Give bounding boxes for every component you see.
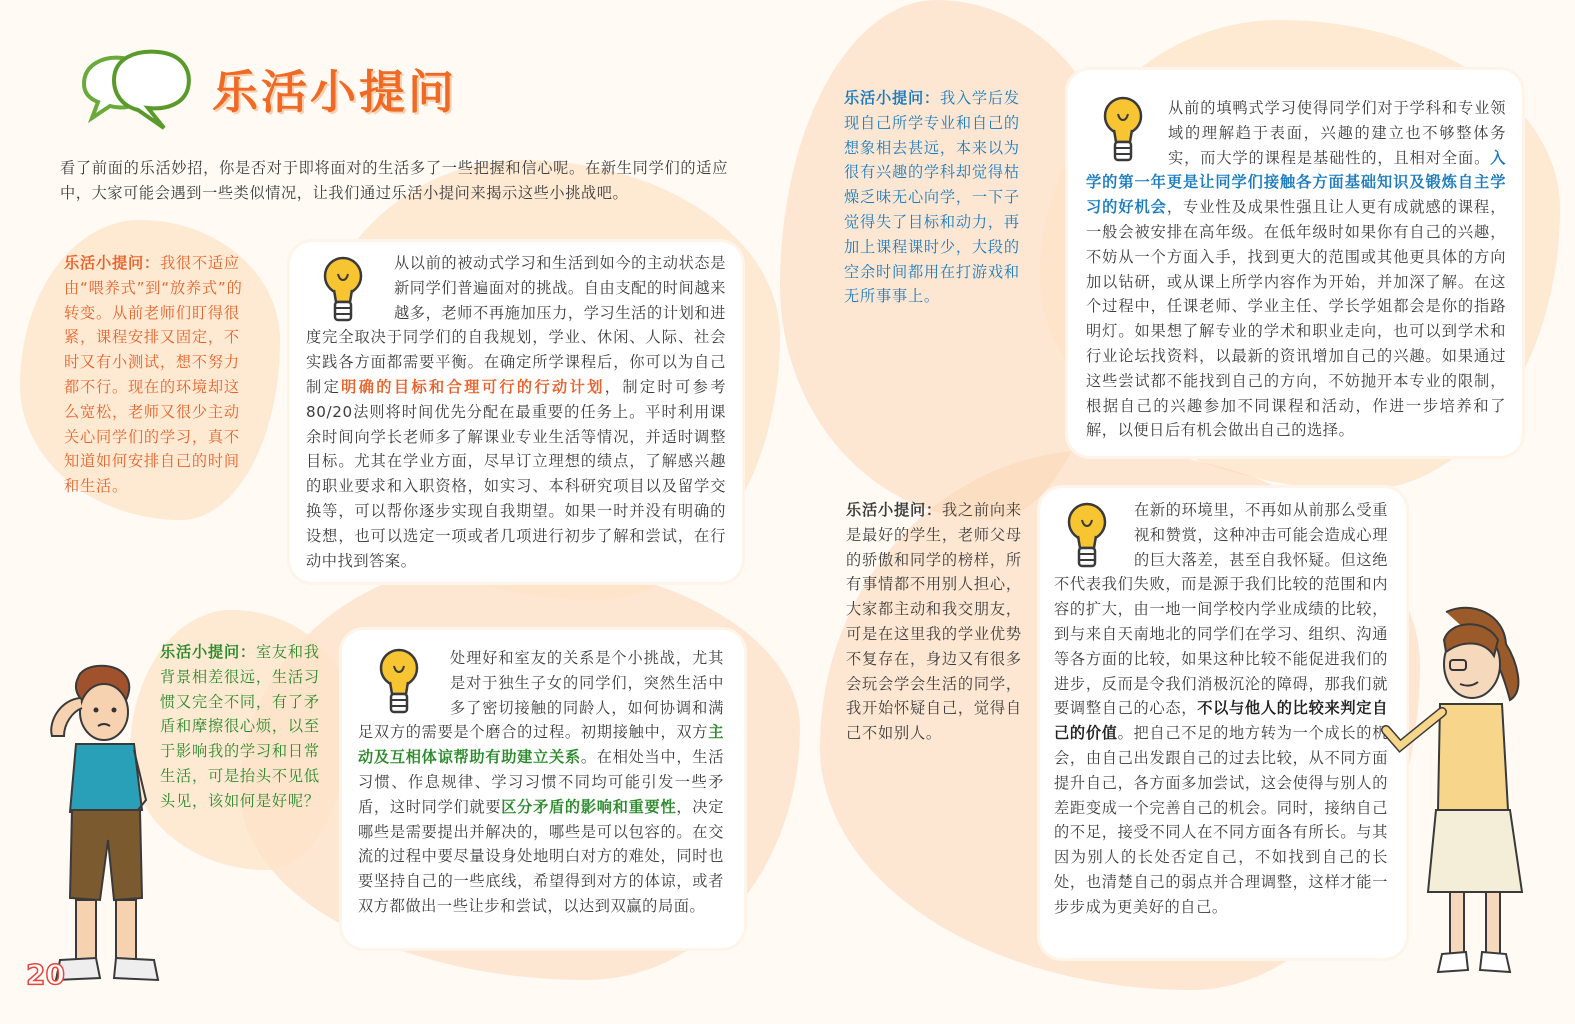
- answer-3-text: [1086, 96, 1506, 443]
- question-text: 我入学后发现自己所学专业和自己的想象相去甚远，本来以为很有兴趣的学科却觉得枯燥乏味无心向学，一下子觉得失了目标和动力，再加上课程课时少，大段的空余时间都用在打游戏和无所事事上。: [844, 89, 1020, 306]
- question-4: [846, 498, 1024, 746]
- answer-text: ，制定时可参考80/20法则将时间优先分配在最重要的任务上。平时利用课余时间向学长老师多了解课业专业生活等情况，并适时调整目标。尤其在学业方面，尽早订立理想的绩点，了解感兴趣的职业要求和入职资格，如实习、本科研究项目以及留学交换等，可以帮你逐步实现自我期望。如果一时并没有明确的设想，也可以选定一项或者几项进行初步了解和尝试，在行动中找到答案。: [306, 377, 727, 570]
- speech-bubbles-icon: [74, 44, 198, 136]
- answer-highlight: 入学的第一年更是让同学们接触各方面基础知识及锻炼自主学习的好机会: [1086, 148, 1506, 217]
- question-text: 我很不适应由“喂养式”到“放养式”的转变。从前老师们盯得很紧，课程安排又固定，不时又有小测试，想不努力都不行。现在的环境却这么宽松，老师又很少主动关心同学们的学习，真不知道如何安排自己的时间和生活。: [64, 254, 243, 496]
- question-text: 室友和我背景相差很远，生活习惯又完全不同，有了矛盾和摩擦很心烦，以至于影响我的学习和日常生活，可是抬头不见低头见，该如何是好呢？: [160, 643, 320, 810]
- question-label: 乐活小提问：: [846, 501, 942, 519]
- question-2: [160, 640, 324, 814]
- answer-1-text: [306, 251, 726, 573]
- answer-text: ，专业性及成果性强且让人更有成就感的课程，一般会被安排在高年级。在低年级时如果你有自己的兴趣，不妨从一个方面入手，找到更大的范围或其他更具体的方向加以钻研，或从课上所学内容作为开始，并加深了解。在这个过程中，任课老师、学业主任、学长学姐都会是你的指路明灯。如果想了解专业的学术和职业走向，也可以到学术和行业论坛找资料，以最新的资讯增加自己的兴趣。如果通过这些尝试都不能找到自己的方向，不妨抛开本专业的限制，根据自己的兴趣参加不同课程和活动，作进一步培养和了解，以便日后有机会做出自己的选择。: [1086, 198, 1506, 440]
- answer-text: ，决定哪些是需要提出并解决的，哪些是可以包容的。在交流的过程中要尽量设身处地明白对方的难处，同时也要坚持自己的一些底线，希望得到对方的体谅，或者双方都做出一些让步和尝试，以达到双赢的局面。: [358, 797, 724, 915]
- bulb-spacer: [1054, 498, 1134, 572]
- page-number: 20: [26, 958, 65, 991]
- question-text: 我之前向来是最好的学生，老师父母的骄傲和同学的榜样，所有事情都不用别人担心，大家都主动和我交朋友，可是在这里我的学业优势不复存在，身边又有很多会玩会学会生活的同学，我开始怀疑自己，觉得自己不如别人。: [846, 501, 1022, 743]
- answer-highlight: 主动及互相体谅帮助有助建立关系: [358, 723, 724, 767]
- page-title: 乐活小提问: [212, 65, 457, 119]
- question-label: 乐活小提问：: [844, 89, 940, 107]
- answer-text: 在新的环境里，不再如从前那么受重视和赞赏，这种冲击可能会造成心理的巨大落差，甚至自我怀疑。但这绝不代表我们失败，而是源于我们比较的范围和内容的扩大，由一地一间学校内学业成绩的比较，到与来自天南地北的同学们在学习、组织、沟通等各方面的比较，如果这种比较不能促进我们的进步，反而是令我们消极沉沦的障碍，那我们就要调整自己的心态，: [1054, 501, 1388, 718]
- question-label: 乐活小提问：: [160, 643, 256, 661]
- answer-text: 。在相处当中，生活习惯、作息规律、学习习惯不同均可能引发一些矛盾，这时同学们就要: [358, 748, 724, 816]
- answer-text: 。把自己不足的地方转为一个成长的机会，由自己出发跟自己的过去比较，从不同方面提升自己，各方面多加尝试，这会使得与别人的差距变成一个完善自己的机会。同时，接纳自己的不足，接受不同人在不同方面各有所长。与其因为别人的长处否定自己，不如找到自己的长处，也清楚自己的弱点并合理调整，这样才能一步步成为更美好的自己。: [1054, 724, 1388, 916]
- question-1: [64, 251, 246, 499]
- answer-text: 从前的填鸭式学习使得同学们对于学科和专业领域的理解趋于表面，兴趣的建立也不够整体务实，而大学的课程是基础性的，且相对全面。: [1168, 99, 1506, 167]
- boy-illustration: [30, 660, 170, 1000]
- question-3: [844, 86, 1034, 309]
- answer-text: 处理好和室友的关系是个小挑战，尤其是对于独生子女的同学们，突然生活中多了密切接触的同龄人，如何协调和满足双方的需要是个磨合的过程。初期接触中，双方: [358, 649, 724, 742]
- bulb-spacer: [358, 646, 450, 720]
- answer-text: 从以前的被动式学习和生活到如今的主动状态是新同学们普遍面对的挑战。自由支配的时间越来越多，老师不再施加压力，学习生活的计划和进度完全取决于同学们的自我规划，学业、休闲、人际、社会实践各方面都需要平衡。在确定所学课程后，你可以为自己制定: [306, 254, 726, 396]
- girl-illustration: [1376, 600, 1536, 984]
- answer-2-text: [358, 646, 724, 919]
- intro-paragraph: 看了前面的乐活妙招，你是否对于即将面对的生活多了一些把握和信心呢。在新生同学们的适应中，大家可能会遇到一些类似情况，让我们通过乐活小提问来揭示这些小挑战吧。: [60, 159, 728, 202]
- bulb-spacer: [306, 251, 394, 325]
- bulb-spacer: [1086, 96, 1168, 170]
- answer-highlight: 明确的目标和合理可行的行动计划: [341, 377, 605, 396]
- answer-highlight: 区分矛盾的影响和重要性: [501, 797, 677, 816]
- answer-highlight: 不以与他人的比较来判定自己的价值: [1054, 699, 1389, 743]
- question-label: 乐活小提问：: [64, 254, 160, 272]
- answer-4-text: [1054, 498, 1388, 920]
